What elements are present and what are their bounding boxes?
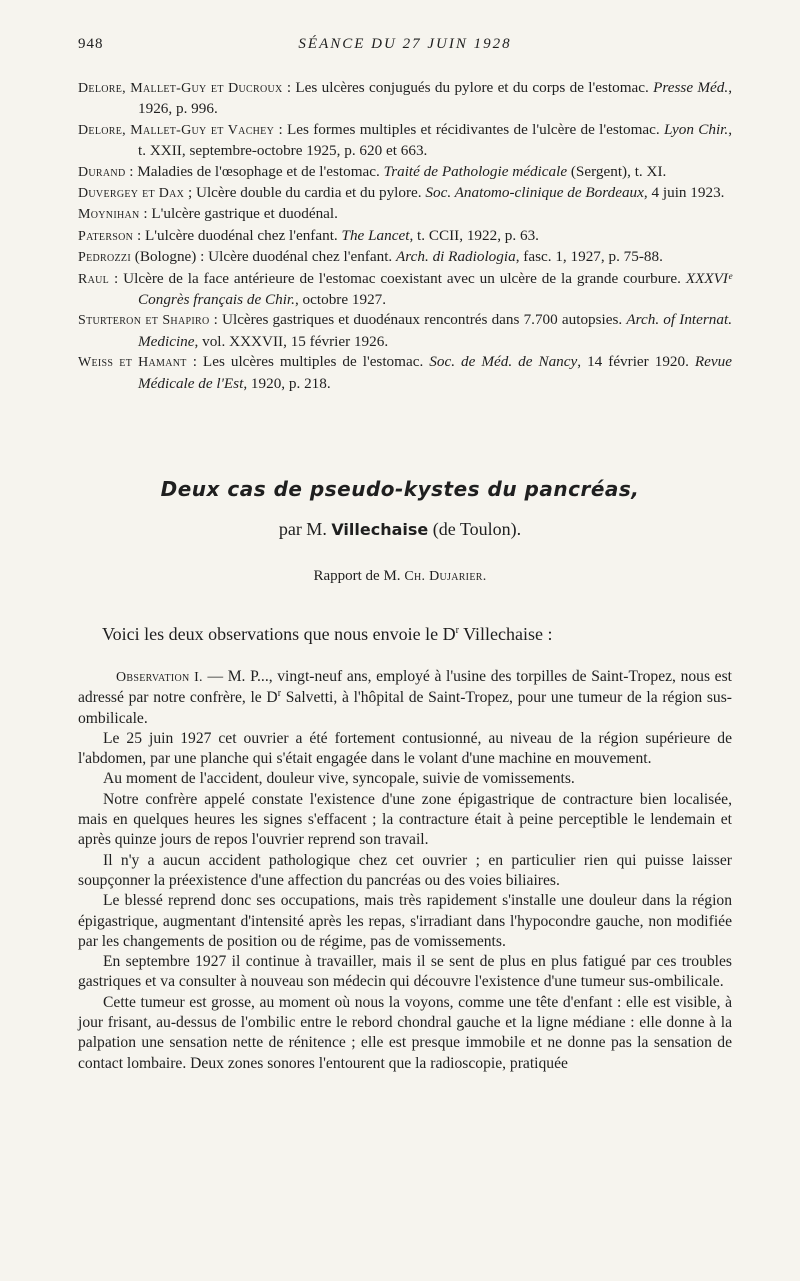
reference-text: Maladies de l'œsophage et de l'estomac. — [137, 162, 384, 180]
reference-entry — [78, 120, 732, 162]
article-byline — [0, 519, 800, 540]
reference-journal: Presse Méd. — [653, 79, 729, 96]
reference-details: , fasc. 1, 1927, p. 75-88. — [515, 248, 663, 266]
reference-entry — [78, 269, 732, 311]
paragraph-observation — [78, 667, 732, 729]
reporter-name: Ch. Dujarier. — [404, 569, 487, 584]
p1-text-a: — M. P..., vingt-neuf ans, employé à l'usine des torpilles de Saint-Tropez, nous est adressé par notre confrère, le D — [78, 668, 732, 707]
reference-separator: : — [133, 226, 146, 244]
reference-details: , octobre 1927. — [294, 291, 387, 309]
reference-entry — [78, 247, 732, 268]
reference-journal: Soc. Anatomo-clinique de Bordeaux — [425, 184, 644, 202]
reference-details: , 4 juin 1923. — [643, 184, 725, 202]
reference-journal: XXXVIᵉ Congrès français de Chir. — [138, 269, 732, 309]
paragraph: Le 25 juin 1927 cet ouvrier a été fortement contusionné, au niveau de la région supérieure de l'abdomen, par une planche qui s'était engagée dans le volant d'une machine en mouvement. — [78, 729, 732, 768]
reference-authors: Paterson — [78, 228, 134, 244]
report-line — [0, 568, 800, 585]
page-number: 948 — [78, 36, 104, 52]
page-header — [78, 36, 732, 58]
reference-list — [78, 78, 732, 394]
intro-text-b: Villechaise : — [458, 624, 553, 644]
paragraph: Notre confrère appelé constate l'existence d'une zone épigastrique de contracture bien localisée, mais en quelques heures les signes s'effacent ; la contracture était à peine perceptible le lendemain et après quinze jours de repos l'ouvrier reprend son travail. — [78, 790, 732, 849]
reference-authors: Durand — [78, 164, 126, 180]
reference-text: Ulcère de la face antérieure de l'estomac coexistant avec un ulcère de la grande courbure. — [123, 269, 686, 287]
reference-authors: Sturteron et Shapiro — [78, 313, 210, 329]
reference-text: Ulcère double du cardia et du pylore. — [195, 184, 426, 202]
paragraph: Cette tumeur est grosse, au moment où nous la voyons, comme une tête d'enfant : elle est visible, à jour frisant, au-dessus de l'ombilic entre le rebord chondral gauche et la ligne médiane : elle donne à la palpation une sensation nette de rénitence ; elle est presque immobile et ne donne pas la sensation de contact lombaire. Deux zones sonores l'entourent que la radioscopie, pratiquée — [78, 993, 732, 1072]
reference-separator: : — [125, 162, 138, 180]
reference-journal: Soc. de Méd. de Nancy — [429, 353, 578, 371]
reference-text: Les formes multiples et récidivantes de l'ulcère de l'estomac. — [286, 120, 664, 138]
reference-details: (Sergent), t. XI. — [567, 162, 667, 180]
reference-entry — [78, 78, 732, 120]
reference-text: Les ulcères multiples de l'estomac. — [202, 353, 430, 371]
reference-journal: Revue Médicale de l'Est — [138, 353, 732, 392]
reference-text: (Bologne) : Ulcère duodénal chez l'enfant. — [134, 248, 397, 266]
reference-separator: ; — [184, 184, 196, 202]
reference-authors: Delore, Mallet-Guy et Ducroux — [78, 81, 283, 96]
reference-separator: : — [282, 79, 296, 96]
reference-separator: : — [186, 353, 203, 371]
reference-details: , vol. XXXVII, 15 février 1926. — [194, 332, 389, 350]
paragraph: Il n'y a aucun accident pathologique chez cet ouvrier ; en particulier rien qui puisse laisser soupçonner la préexistence d'une affection du pancréas ou des voies biliaires. — [78, 851, 732, 889]
reference-journal: Lyon Chir. — [664, 120, 729, 138]
article-title: Deux cas de pseudo-kystes du pancréas, — [160, 477, 640, 501]
paragraph: En septembre 1927 il continue à travailler, mais il se sent de plus en plus fatigué par ces troubles gastriques et va consulter à nouveau son médecin qui découvre l'existence d'une tumeur sus-ombilicale. — [78, 953, 732, 991]
reference-text: L'ulcère duodénal chez l'enfant. — [145, 226, 342, 244]
reference-text: L'ulcère gastrique et duodénal. — [151, 205, 338, 223]
reference-details: , 1920, p. 218. — [243, 374, 331, 392]
reference-entry — [78, 310, 732, 352]
reference-separator: : — [274, 120, 287, 138]
reference-details: , t. XXII, septembre-octobre 1925, p. 620 et 663. — [138, 120, 732, 160]
intro-sentence — [102, 624, 702, 645]
p1-sup: r — [277, 688, 282, 700]
reference-entry — [78, 162, 732, 183]
reference-details: , t. CCII, 1922, p. 63. — [409, 226, 539, 244]
reference-separator: : — [139, 205, 152, 223]
article-body — [78, 667, 732, 1074]
reference-details: , 14 février 1920. — [577, 353, 695, 371]
reference-entry — [78, 352, 732, 394]
reference-entry — [78, 183, 732, 204]
reference-authors: Weiss et Hamant — [78, 355, 187, 371]
reference-authors: Moynihan — [78, 207, 140, 223]
reference-entry — [78, 204, 732, 225]
reference-authors: Pedrozzi — [78, 250, 131, 266]
p1-text-b: Salvetti, à l'hôpital de Saint-Tropez, pour une tumeur de la région sus-ombilicale. — [78, 689, 732, 727]
reference-authors: Raul — [78, 271, 110, 287]
reference-entry — [78, 226, 732, 247]
running-title: SÉANCE DU 27 JUIN 1928 — [298, 36, 512, 52]
intro-text-a: Voici les deux observations que nous envoie le D — [102, 624, 456, 644]
author-name: Villechaise — [331, 520, 429, 539]
reference-journal: Arch. of Internat. Medicine — [138, 311, 732, 350]
observation-label: Observation I. — [116, 670, 203, 685]
reference-separator: : — [209, 311, 222, 329]
reference-authors: Delore, Mallet-Guy et Vachey — [78, 122, 275, 138]
reference-text: Ulcères gastriques et duodénaux rencontrés dans 7.700 autopsies. — [222, 311, 627, 329]
reference-journal: Arch. di Radiologia — [396, 248, 516, 266]
reference-journal: The Lancet — [341, 226, 410, 244]
paragraph: Le blessé reprend donc ses occupations, mais très rapidement s'installe une douleur dans la région épigastrique, augmentant d'intensité après les repas, s'irradiant dans l'hypocondre gauche, non modifiée par les changements de position ou de régime, pas de vomissements. — [78, 892, 732, 950]
intro-sup: r — [455, 625, 459, 636]
paragraph: Au moment de l'accident, douleur vive, syncopale, suivie de vomissements. — [103, 770, 575, 788]
reference-separator: : — [109, 269, 124, 287]
byline-suffix: (de Toulon). — [428, 519, 522, 539]
byline-prefix: par M. — [278, 519, 332, 539]
reference-text: Les ulcères conjugués du pylore et du corps de l'estomac. — [295, 79, 654, 96]
report-prefix: Rapport de M. — [313, 568, 405, 584]
reference-details: , 1926, p. 996. — [138, 79, 732, 118]
reference-journal: Traité de Pathologie médicale — [383, 162, 568, 180]
reference-authors: Duvergey et Dax — [78, 186, 185, 202]
